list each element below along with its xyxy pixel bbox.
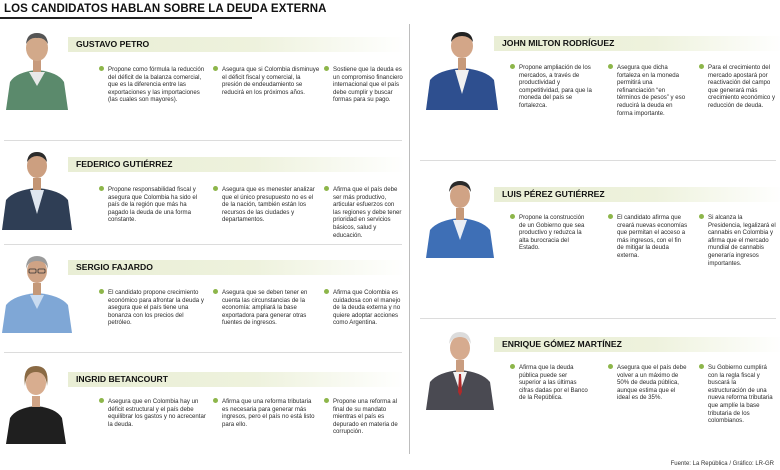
candidate-photo bbox=[2, 356, 70, 444]
bullet-icon bbox=[608, 214, 613, 219]
section-divider bbox=[420, 160, 776, 161]
candidate-statement: Asegura que en Colombia hay un déficit estructural y el país debe equilibrar los gastos y no acrecentar la deuda. bbox=[108, 398, 206, 428]
bullet-icon bbox=[99, 398, 104, 403]
source-credit: Fuente: La República / Gráfico: LR-GR bbox=[670, 461, 774, 467]
candidate-statement: Propone la construcción de un Gobierno que sea productivo y reduzca la alta burocracia del Estado. bbox=[519, 214, 589, 252]
bullet-icon bbox=[99, 289, 104, 294]
bullet-icon bbox=[324, 66, 329, 71]
candidate-statement: Afirma que la deuda pública puede ser superior a las últimas cifras dadas por el Banco de la República. bbox=[519, 364, 589, 402]
candidate-statement: Asegura que se deben tener en cuenta las circunstancias de la economía: ampliará la base exportadora para generar otras fuentes de ingresos. bbox=[222, 289, 318, 327]
candidate-statement: Asegura que es menester analizar que el único presupuesto no es el de la nación, también están los recursos de las ciudades y departamentos. bbox=[222, 186, 318, 224]
bullet-icon bbox=[699, 364, 704, 369]
candidate-name: SERGIO FAJARDO bbox=[68, 260, 406, 275]
candidate-name: GUSTAVO PETRO bbox=[68, 37, 406, 52]
section-divider bbox=[4, 140, 402, 141]
candidate-name: LUIS PÉREZ GUTIÉRREZ bbox=[494, 187, 780, 202]
bullet-icon bbox=[213, 66, 218, 71]
section-divider bbox=[420, 318, 776, 319]
bullet-icon bbox=[324, 398, 329, 403]
bullet-icon bbox=[213, 398, 218, 403]
bullet-icon bbox=[213, 289, 218, 294]
candidate-statement: El candidato propone crecimiento económico para afrontar la deuda y asegura que el país tiene una bonanza con los precios del petróleo. bbox=[108, 289, 206, 327]
bullet-icon bbox=[99, 186, 104, 191]
title-underline bbox=[0, 17, 252, 19]
candidate-name: JOHN MILTON RODRÍGUEZ bbox=[494, 36, 780, 51]
bullet-icon bbox=[510, 214, 515, 219]
bullet-icon bbox=[699, 64, 704, 69]
candidate-statement: Asegura que si Colombia disminuye el déficit fiscal y comercial, la presión de endeudamiento se reducirá en los próximos años. bbox=[222, 66, 320, 96]
bullet-icon bbox=[608, 64, 613, 69]
candidate-statement: Su Gobierno cumplirá con la regla fiscal y buscará la estructuración de una nueva reforma tributaria que amplíe la base tributaria de los colombianos. bbox=[708, 364, 776, 425]
bullet-icon bbox=[213, 186, 218, 191]
candidate-photo bbox=[0, 247, 74, 333]
candidate-statement: El candidato afirma que creará nuevas economías que permitan el acceso a más ingresos, con el fin de mitigar la deuda externa. bbox=[617, 214, 689, 260]
bullet-icon bbox=[324, 186, 329, 191]
candidate-photo bbox=[0, 144, 74, 230]
section-divider bbox=[4, 244, 402, 245]
candidate-statement: Propone una reforma al final de su mandato mientras el país es depurado en materia de corrupción. bbox=[333, 398, 403, 436]
section-divider bbox=[4, 352, 402, 353]
candidate-statement: Propone responsabilidad fiscal y asegura que Colombia ha sido el país de la región que más ha pagado la deuda de una forma constante. bbox=[108, 186, 206, 224]
candidate-photo bbox=[424, 322, 496, 410]
bullet-icon bbox=[608, 364, 613, 369]
bullet-icon bbox=[510, 364, 515, 369]
candidate-statement: Propone ampliación de los mercados, a través de productividad y competitividad, para que la moneda del país se fortalezca. bbox=[519, 64, 593, 110]
bullet-icon bbox=[510, 64, 515, 69]
bullet-icon bbox=[324, 289, 329, 294]
candidate-statement: Sostiene que la deuda es un compromiso financiero internacional que el país debe cumplir y buscar formas para su pago. bbox=[333, 66, 403, 104]
bullet-icon bbox=[99, 66, 104, 71]
bullet-icon bbox=[699, 214, 704, 219]
candidate-statement: Afirma que el país debe ser más productivo, articular esfuerzos con las regiones y debe tener prioridad en servicios básicos, salud y educación. bbox=[333, 186, 403, 239]
candidate-statement: Asegura que el país debe volver a un máximo de 50% de deuda pública, aunque estima que el ideal es de 35%. bbox=[617, 364, 689, 402]
column-divider bbox=[409, 24, 410, 454]
candidate-statement: Asegura que dicha fortaleza en la moneda permitirá una refinanciación “en términos de pesos” y eso reducirá la deuda en forma importante. bbox=[617, 64, 687, 117]
candidate-name: INGRID BETANCOURT bbox=[68, 372, 406, 387]
candidate-statement: Si alcanza la Presidencia, legalizará el cannabis en Colombia y afirma que el mercado mundial de cannabis generaría ingresos importantes. bbox=[708, 214, 776, 267]
candidate-statement: Para el crecimiento del mercado apostará por reactivación del campo que generará más crecimiento económico y reducción de deuda. bbox=[708, 64, 776, 110]
page-title: LOS CANDIDATOS HABLAN SOBRE LA DEUDA EXTERNA bbox=[4, 3, 327, 15]
candidate-statement: Propone como fórmula la reducción del déficit de la balanza comercial, que es la diferencia entre las exportaciones y las importaciones (las cuales son mayores). bbox=[108, 66, 208, 104]
candidate-statement: Afirma que Colombia es cuidadosa con el manejo de la deuda externa y no quiere adoptar acciones como Argentina. bbox=[333, 289, 403, 327]
candidate-photo bbox=[424, 172, 496, 258]
candidate-statement: Afirma que una reforma tributaria es necesaria para generar más ingresos, pero el país no está listo para ello. bbox=[222, 398, 318, 428]
candidate-photo bbox=[2, 24, 72, 110]
candidate-name: ENRIQUE GÓMEZ MARTÍNEZ bbox=[494, 337, 780, 352]
candidate-name: FEDERICO GUTIÉRREZ bbox=[68, 157, 406, 172]
candidate-photo bbox=[424, 22, 500, 110]
